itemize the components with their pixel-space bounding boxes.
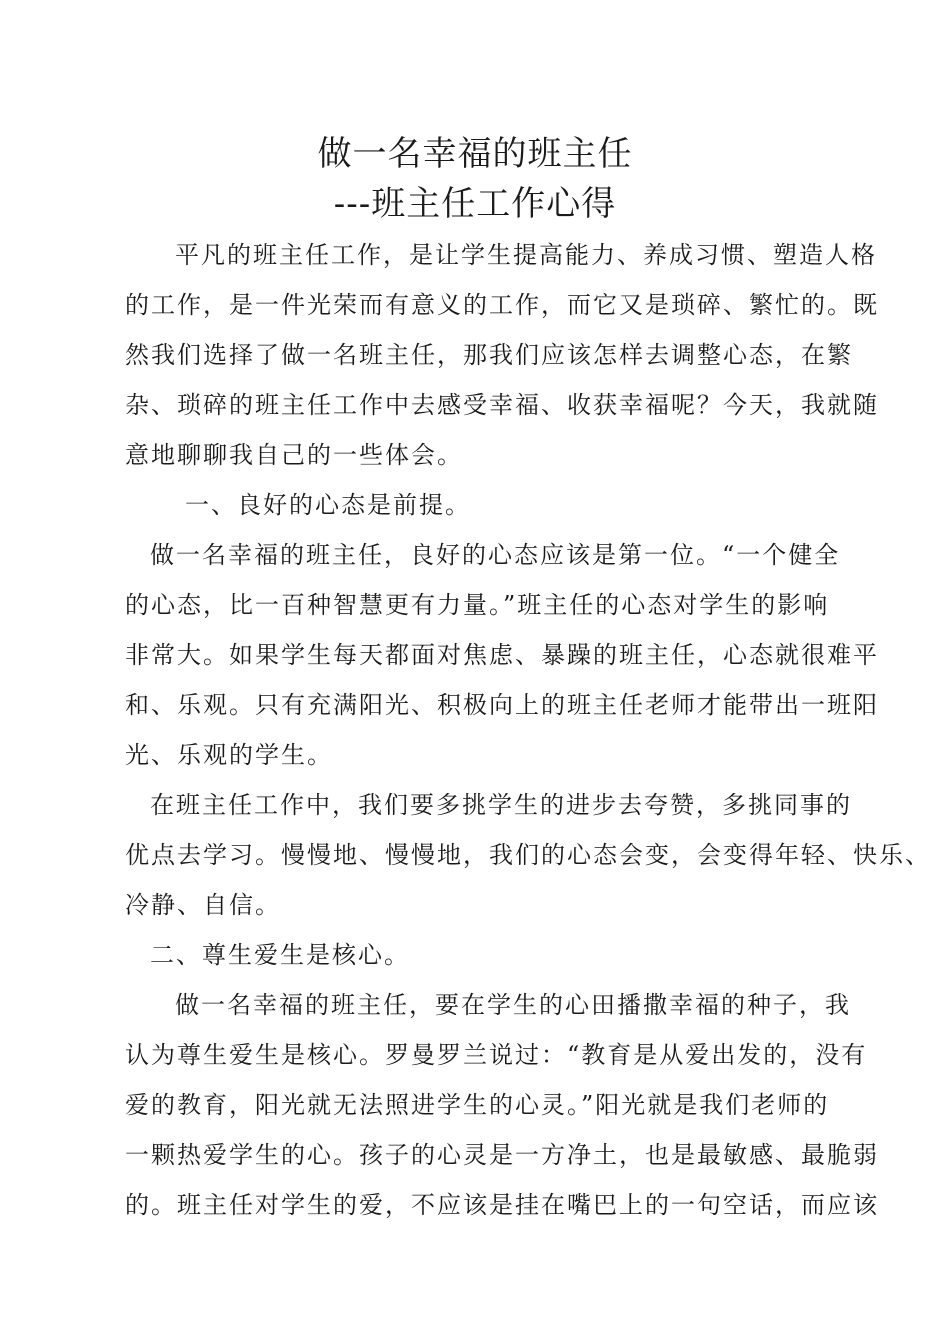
text-line: 做一名幸福的班主任，要在学生的心田播撒幸福的种子，我 <box>175 991 851 1019</box>
text-line: 冷静、自信。 <box>125 891 281 919</box>
document-title: 做一名幸福的班主任 <box>317 134 633 174</box>
text-line: 爱的教育，阳光就无法照进学生的心灵。”阳光就是我们老师的 <box>125 1091 830 1119</box>
text-line: 一颗热爱学生的心。孩子的心灵是一方净土，也是最敏感、最脆弱 <box>125 1141 879 1169</box>
text-line: 光、乐观的学生。 <box>125 741 333 769</box>
text-line: 优点去学习。慢慢地、慢慢地，我们的心态会变，会变得年轻、快乐、 <box>125 841 931 869</box>
text-line: 的。班主任对学生的爱，不应该是挂在嘴巴上的一句空话，而应该 <box>125 1191 879 1219</box>
text-line: 认为尊生爱生是核心。罗曼罗兰说过：“教育是从爱出发的，没有 <box>125 1041 868 1069</box>
section-heading: 一、良好的心态是前提。 <box>185 491 471 519</box>
text-line: 在班主任工作中，我们要多挑学生的进步去夸赞，多挑同事的 <box>150 791 852 819</box>
text-line: 的心态，比一百种智慧更有力量。”班主任的心态对学生的影响 <box>125 591 830 619</box>
document-subtitle: ---班主任工作心得 <box>333 184 617 224</box>
text-line: 平凡的班主任工作，是让学生提高能力、养成习惯、塑造人格 <box>175 241 877 269</box>
text-line: 意地聊聊我自己的一些体会。 <box>125 441 463 469</box>
text-line: 的工作，是一件光荣而有意义的工作，而它又是琐碎、繁忙的。既 <box>125 291 879 319</box>
text-line: 杂、琐碎的班主任工作中去感受幸福、收获幸福呢？今天，我就随 <box>125 391 879 419</box>
section-heading: 二、尊生爱生是核心。 <box>150 941 410 969</box>
text-line: 和、乐观。只有充满阳光、积极向上的班主任老师才能带出一班阳 <box>125 691 879 719</box>
text-line: 然我们选择了做一名班主任，那我们应该怎样去调整心态，在繁 <box>125 341 853 369</box>
text-line: 非常大。如果学生每天都面对焦虑、暴躁的班主任，心态就很难平 <box>125 641 879 669</box>
text-line: 做一名幸福的班主任，良好的心态应该是第一位。“一个健全 <box>150 541 841 569</box>
